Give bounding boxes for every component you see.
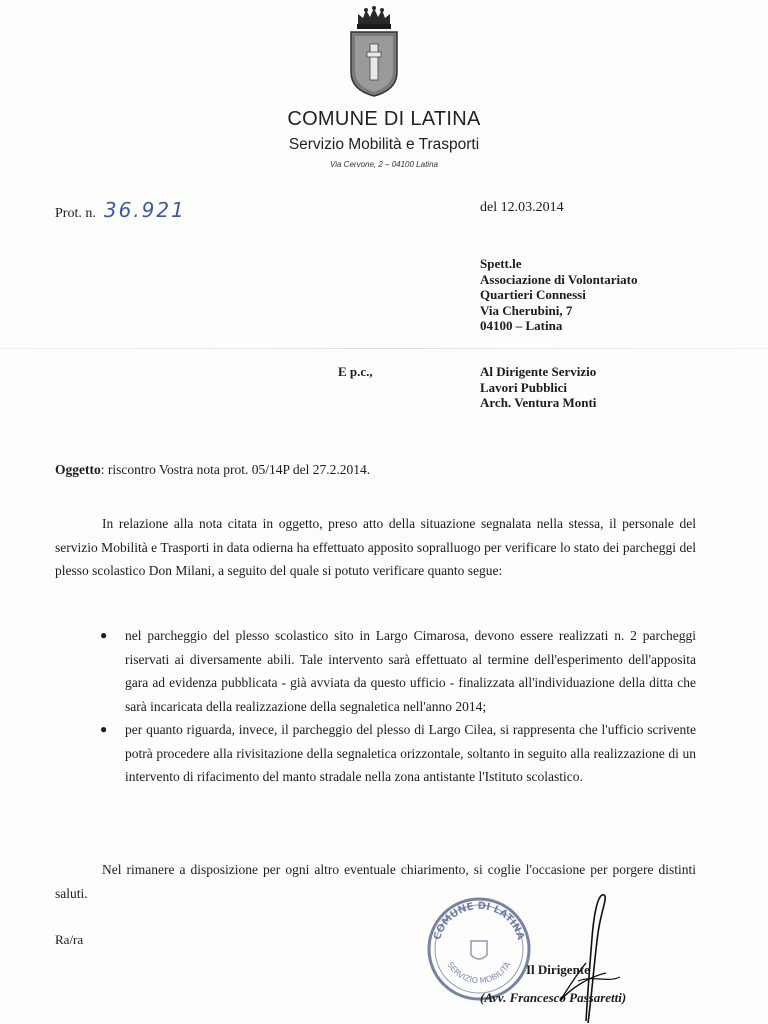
- bullet-icon: ●: [100, 628, 108, 642]
- paper-fold-line: [0, 348, 768, 349]
- recipient-line: Quartieri Connessi: [480, 287, 586, 302]
- signer-title: Il Dirigente: [526, 962, 590, 977]
- list-item: [100, 718, 696, 789]
- city-crest-logo: [347, 6, 401, 98]
- department-name: Servizio Mobilità e Trasporti: [288, 136, 480, 153]
- bullet-icon: ●: [100, 722, 108, 736]
- subject-line: [55, 462, 370, 478]
- list-item-text: per quanto riguarda, invece, il parcheggio del plesso di Largo Cilea, si rappresenta che l'ufficio scrivente potrà procedere alla rivisitazione della segnaletica orizzontale, soltanto in seguito alla realizzazione di un intervento di rifacimento del manto stradale nella zona antistante l'Istituto scolastico.: [125, 722, 696, 784]
- paragraph-text: Nel rimanere a disposizione per ogni altro eventuale chiarimento, si coglie l'occasione per porgere distinti saluti.: [55, 862, 696, 901]
- svg-text:COMUNE DI LATINA: COMUNE DI LATINA: [432, 900, 526, 942]
- department-address: Via Cervone, 2 – 04100 Latina: [330, 160, 438, 169]
- body-paragraph-intro: [55, 512, 696, 583]
- cc-line: Lavori Pubblici: [480, 379, 568, 395]
- official-stamp: [425, 893, 533, 1003]
- recipient-line: Spett.le: [480, 256, 522, 271]
- svg-text:SERVIZIO MOBILITÀ: SERVIZIO MOBILITÀ: [445, 960, 513, 986]
- cc-label: E p.c.,: [338, 364, 373, 379]
- protocol-number-handwritten: 36.921: [103, 198, 186, 222]
- paragraph-text: In relazione alla nota citata in oggetto, preso atto della situazione segnalata nella stessa, il personale del servizio Mobilità e Trasporti in data odierna ha effettuato apposito sopralluogo per verificare lo stato dei parcheggi del plesso scolastico Don Milani, a seguito del quale si potuto verificare quanto segue:: [55, 516, 696, 578]
- recipient-line: Associazione di Volontariato: [480, 271, 638, 287]
- organization-title: COMUNE DI LATINA: [287, 108, 481, 130]
- cc-recipient: [480, 364, 596, 411]
- recipient-line: Via Cherubini, 7: [480, 302, 573, 318]
- protocol-line: [55, 198, 186, 222]
- list-item-text: nel parcheggio del plesso scolastico sito in Largo Cimarosa, devono essere realizzati n. 2 parcheggi riservati ai diversamente abili. Tale intervento sarà effettuato al termine dell'esperimento dell'apposita gara ad evidenza pubblicata - già avviata da questo ufficio - finalizzata all'individuazione della ditta che sarà incaricata della realizzazione della segnaletica nell'anno 2014;: [125, 628, 696, 714]
- letter-date: del 12.03.2014: [480, 200, 564, 215]
- cc-line: Arch. Ventura Monti: [480, 395, 597, 410]
- protocol-label: Prot. n.: [55, 206, 96, 221]
- findings-list: [100, 624, 696, 789]
- list-item: [100, 624, 696, 718]
- recipient-line: 04100 – Latina: [480, 318, 563, 333]
- recipient-address: [480, 256, 637, 334]
- signer-name: (Avv. Francesco Passaretti): [480, 990, 627, 1005]
- subject-text: : riscontro Vostra nota prot. 05/14P del 27.2.2014.: [100, 462, 371, 477]
- author-initials: Ra/ra: [55, 932, 84, 947]
- cc-line: Al Dirigente Servizio: [480, 364, 597, 379]
- subject-label: Oggetto: [55, 462, 101, 477]
